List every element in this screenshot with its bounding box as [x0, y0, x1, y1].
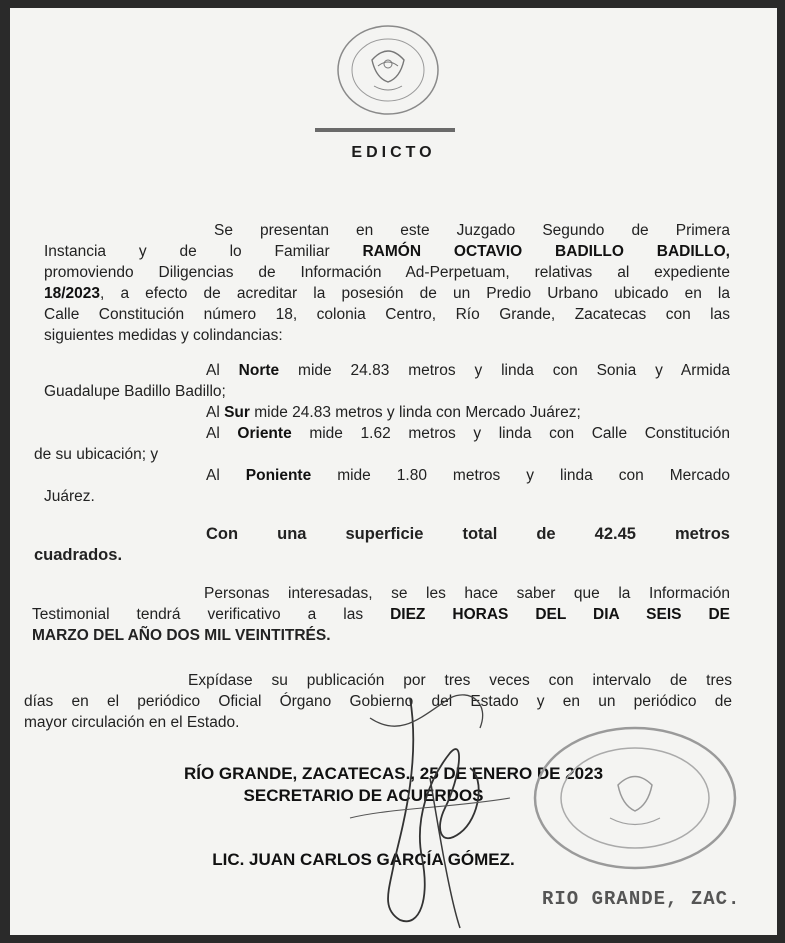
paragraph-1-line-6: siguientes medidas y colindancias:	[44, 327, 283, 344]
interesados-line-3: MARZO DEL AÑO DOS MIL VEINTITRÉS.	[32, 627, 331, 644]
signer-role: SECRETARIO DE ACUERDOS	[243, 786, 484, 805]
publicacion-line-1: Expídase su publicación por tres veces con intervalo de tres	[188, 672, 732, 689]
norte-line-2: Guadalupe Badillo Badillo;	[44, 383, 226, 400]
paragraph-1-line-2: Instancia y de lo Familiar RAMÓN OCTAVIO BADILLO BADILLO,	[44, 243, 730, 260]
sur-line: Al Sur mide 24.83 metros y linda con Mercado Juárez;	[206, 404, 581, 421]
promovente-name: RAMÓN OCTAVIO BADILLO BADILLO,	[362, 243, 730, 260]
norte-line-1: Al Norte mide 24.83 metros y linda con Sonia y Armida	[206, 362, 730, 379]
document-title: EDICTO	[351, 144, 436, 161]
stamp-city: RIO GRANDE, ZAC.	[542, 888, 741, 910]
paragraph-1-line-4: 18/2023, a efecto de acreditar la posesión de un Predio Urbano ubicado en la	[44, 285, 730, 302]
edicto-document	[10, 8, 777, 935]
oriente-line-1: Al Oriente mide 1.62 metros y linda con Calle Constitución	[206, 425, 730, 442]
poniente-line-1: Al Poniente mide 1.80 metros y linda con Mercado	[206, 467, 730, 484]
publicacion-line-3: mayor circulación en el Estado.	[24, 714, 240, 731]
court-seal-icon	[328, 20, 448, 120]
title-rule	[315, 128, 455, 132]
paragraph-1-line-3: promoviendo Diligencias de Información Ad-Perpetuam, relativas al expediente	[44, 264, 730, 281]
place-and-date: RÍO GRANDE, ZACATECAS., 25 DE ENERO DE 2023	[183, 764, 604, 783]
superficie-line-2: cuadrados.	[34, 546, 123, 564]
interesados-line-1: Personas interesadas, se les hace saber que la Información	[204, 585, 730, 602]
official-stamp-icon	[530, 723, 740, 873]
superficie-line-1: Con una superficie total de 42.45 metros	[206, 525, 730, 543]
interesados-line-2: Testimonial tendrá verificativo a las DIEZ HORAS DEL DIA SEIS DE	[32, 606, 730, 623]
signer-name: LIC. JUAN CARLOS GARCÍA GÓMEZ.	[212, 850, 515, 869]
oriente-line-2: de su ubicación; y	[34, 446, 159, 463]
publicacion-line-2: días en el periódico Oficial Órgano Gobierno del Estado y en un periódico de	[24, 693, 732, 710]
paragraph-1-line-1: Se presentan en este Juzgado Segundo de Primera	[214, 222, 730, 239]
expediente-number: 18/2023	[44, 285, 101, 302]
poniente-line-2: Juárez.	[44, 488, 95, 505]
paragraph-1-line-5: Calle Constitución número 18, colonia Centro, Río Grande, Zacatecas con las	[44, 306, 730, 323]
